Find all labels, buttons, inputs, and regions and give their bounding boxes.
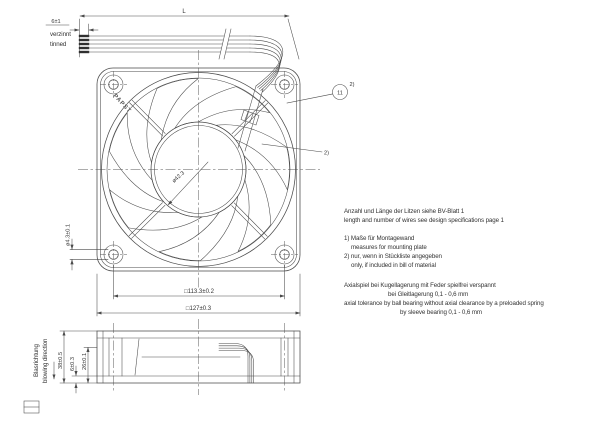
dimension-label-flange: 6±0.3 [70, 357, 76, 371]
fan-blade [110, 190, 202, 230]
lead-wires [80, 36, 283, 92]
stator-strut [130, 103, 163, 136]
top-view-leads [46, 9, 299, 92]
callout-wire-guard-label: 2) [324, 150, 329, 157]
fan-blade [238, 156, 271, 252]
dimension-hole-diameter [66, 224, 109, 270]
stator-strut [132, 205, 165, 238]
fan-blade [175, 87, 270, 129]
dimension-label-depth: 38±0.5 [58, 351, 64, 369]
note-wires-de: Anzahl und Länge der Litzen siehe BV-Blatt 1 [344, 208, 465, 215]
label-blasrichtung: Blasrichtung [33, 344, 40, 377]
sheet-corner [24, 401, 39, 413]
label-verzinnt: verzinnt [50, 31, 71, 38]
fan-blade [109, 113, 163, 202]
callout-item-number: 11 [337, 90, 343, 97]
stator-strut [132, 100, 165, 133]
dimension-label-hole-pitch: □113.3±0.2 [184, 289, 214, 295]
dimension-label-wire-length: L [182, 9, 186, 15]
notes-block [344, 208, 544, 316]
side-view [33, 319, 300, 395]
wire-channel [238, 86, 263, 151]
label-tinned: tinned [50, 41, 67, 48]
note-axial-de-2: bei Gleitlagerung 0,1 - 0,6 mm [388, 291, 469, 298]
dimension-label-outer-size: □127±0.3 [185, 306, 212, 312]
stator-strut [232, 101, 265, 134]
stator-strut [129, 203, 162, 236]
side-view-wires [219, 344, 254, 384]
front-view [66, 50, 355, 316]
dimension-label-tinned-length: 6±1 [51, 19, 61, 25]
callout-item-11 [287, 82, 355, 103]
mounting-holes [100, 71, 298, 268]
stator-strut [232, 206, 265, 239]
note-footnote2-de: 2) nur, wenn in Stückliste angegeben [344, 253, 442, 260]
dimension-label-hole-diameter: ø4.3±0.1 [65, 223, 72, 246]
note-wires-en: length and number of wires see design specifications page 1 [344, 217, 504, 224]
dimension-label-hub-diameter: ø42.3 [171, 170, 186, 185]
label-blowing-direction: blowing direction [42, 338, 49, 383]
stator-strut [234, 203, 267, 236]
note-axial-en-1: axial tolerance by ball bearing without axial clearance by a preloaded spring [344, 300, 544, 307]
note-footnote2-en: only, if included in bill of material [351, 262, 436, 269]
note-axial-en-2: by sleeve bearing 0,1 - 0,6 mm [400, 309, 482, 316]
extension-line [288, 19, 299, 59]
brand-logo-text: PAPST [111, 93, 132, 115]
callout-item-footnote: 2) [349, 82, 355, 88]
dimension-label-inner: 26±0.1 [82, 352, 88, 370]
note-axial-de-1: Axialspiel bei Kugellagerung mit Feder spielfrei verspannt [344, 282, 496, 289]
fan-blade [216, 125, 290, 190]
note-footnote1-de: 1) Maße für Montagewand [344, 235, 415, 242]
note-footnote1-en: measures for mounting plate [351, 244, 427, 251]
fan-blade [147, 79, 198, 163]
callout-wire-guard [262, 144, 329, 157]
